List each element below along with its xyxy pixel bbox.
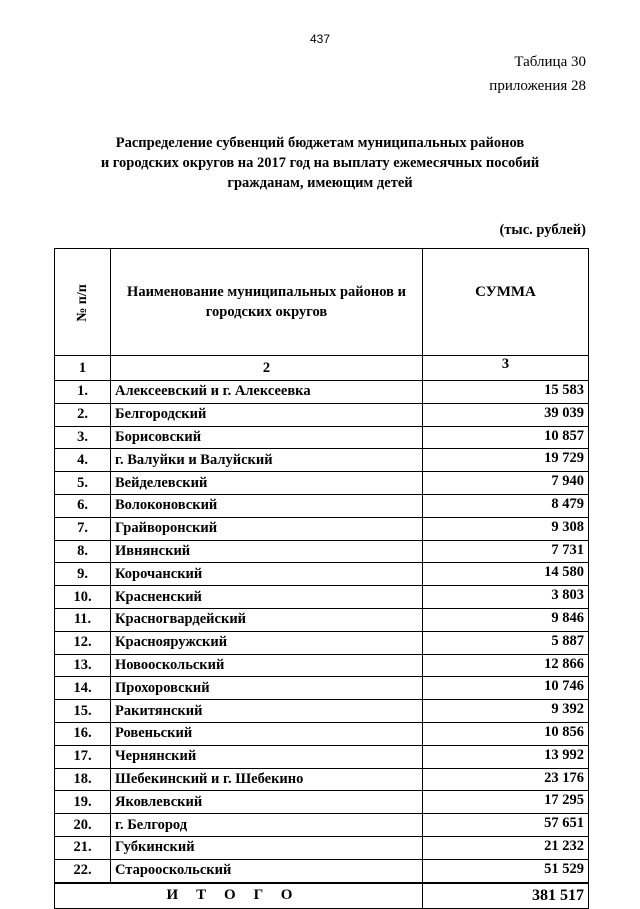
- row-number: 18.: [55, 768, 111, 791]
- header-name-cell: [111, 249, 423, 356]
- table-row: [55, 745, 589, 768]
- row-number: 20.: [55, 814, 111, 837]
- row-number: 1.: [55, 381, 111, 404]
- row-name: Белгородский: [111, 403, 423, 426]
- row-name: Грайворонский: [111, 517, 423, 540]
- row-name: Шебекинский и г. Шебекино: [111, 768, 423, 791]
- row-name: Прохоровский: [111, 677, 423, 700]
- row-name: Алексеевский и г. Алексеевка: [111, 381, 423, 404]
- row-number: 4.: [55, 449, 111, 472]
- row-sum: 9 392: [423, 700, 589, 723]
- title-line2: и городских округов на 2017 год на выплату ежемесячных пособий: [100, 155, 540, 171]
- row-number: 7.: [55, 517, 111, 540]
- row-sum: 10 857: [423, 426, 589, 449]
- column-index-3: 3: [423, 356, 589, 381]
- table-header-row: [55, 249, 589, 356]
- row-sum: 8 479: [423, 494, 589, 517]
- row-sum: 19 729: [423, 449, 589, 472]
- row-sum: 15 583: [423, 381, 589, 404]
- row-number: 15.: [55, 700, 111, 723]
- row-name: Красненский: [111, 586, 423, 609]
- row-sum: 7 940: [423, 472, 589, 495]
- total-sum: 381 517: [423, 883, 589, 909]
- table-row: [55, 859, 589, 882]
- row-number: 22.: [55, 859, 111, 882]
- row-name: Ровеньский: [111, 722, 423, 745]
- row-name: Краснояружский: [111, 631, 423, 654]
- row-number: 11.: [55, 608, 111, 631]
- row-sum: 7 731: [423, 540, 589, 563]
- page-number: 437: [309, 32, 331, 46]
- header-name-line1: Наименование муниципальных районов и: [127, 284, 406, 300]
- row-number: 3.: [55, 426, 111, 449]
- row-number: 5.: [55, 472, 111, 495]
- header-number-label: № п/п: [74, 283, 90, 322]
- row-name: Новооскольский: [111, 654, 423, 677]
- header-number-cell: [55, 249, 111, 356]
- table-row: [55, 631, 589, 654]
- column-index-1: 1: [55, 356, 111, 381]
- row-number: 21.: [55, 836, 111, 859]
- header-sum-cell: СУММА: [423, 249, 589, 356]
- total-row: [55, 883, 589, 909]
- row-sum: 5 887: [423, 631, 589, 654]
- row-name: Чернянский: [111, 745, 423, 768]
- row-number: 17.: [55, 745, 111, 768]
- column-index-2: 2: [111, 356, 423, 381]
- row-number: 19.: [55, 791, 111, 814]
- table-row: [55, 563, 589, 586]
- table-reference: [489, 50, 586, 98]
- row-sum: 14 580: [423, 563, 589, 586]
- row-number: 13.: [55, 654, 111, 677]
- row-number: 12.: [55, 631, 111, 654]
- table-row: [55, 768, 589, 791]
- row-sum: 21 232: [423, 836, 589, 859]
- row-sum: 23 176: [423, 768, 589, 791]
- row-number: 2.: [55, 403, 111, 426]
- table-row: [55, 403, 589, 426]
- table-row: [55, 791, 589, 814]
- row-name: Красногвардейский: [111, 608, 423, 631]
- table-row: [55, 517, 589, 540]
- title-line1: Распределение субвенций бюджетам муниципальных районов: [115, 135, 525, 151]
- table-row: [55, 472, 589, 495]
- table-row: [55, 814, 589, 837]
- table-row: [55, 722, 589, 745]
- row-sum: 9 308: [423, 517, 589, 540]
- row-sum: 57 651: [423, 814, 589, 837]
- row-name: Ивнянский: [111, 540, 423, 563]
- title-line3: гражданам, имеющим детей: [227, 175, 413, 191]
- row-sum: 39 039: [423, 403, 589, 426]
- table-row: [55, 494, 589, 517]
- header-name-line2: городских округов: [205, 304, 328, 320]
- table-row: [55, 700, 589, 723]
- subsidy-table: [54, 248, 589, 909]
- table-row: [55, 426, 589, 449]
- table-row: [55, 654, 589, 677]
- row-name: г. Белгород: [111, 814, 423, 837]
- total-label: ИТОГО: [55, 883, 423, 909]
- column-index-row: [55, 356, 589, 381]
- row-name: Ракитянский: [111, 700, 423, 723]
- table-row: [55, 540, 589, 563]
- table-row: [55, 836, 589, 859]
- row-sum: 17 295: [423, 791, 589, 814]
- row-number: 14.: [55, 677, 111, 700]
- row-sum: 10 856: [423, 722, 589, 745]
- row-number: 10.: [55, 586, 111, 609]
- document-title: [70, 133, 570, 193]
- row-sum: 51 529: [423, 859, 589, 882]
- row-sum: 3 803: [423, 586, 589, 609]
- row-name: г. Валуйки и Валуйский: [111, 449, 423, 472]
- row-name: Яковлевский: [111, 791, 423, 814]
- row-number: 9.: [55, 563, 111, 586]
- table-row: [55, 449, 589, 472]
- row-sum: 12 866: [423, 654, 589, 677]
- table-row: [55, 677, 589, 700]
- table-ref-line1: Таблица 30: [514, 54, 586, 70]
- table-ref-line2: приложения 28: [489, 78, 586, 94]
- row-name: Волоконовский: [111, 494, 423, 517]
- row-number: 6.: [55, 494, 111, 517]
- table-row: [55, 608, 589, 631]
- row-sum: 10 746: [423, 677, 589, 700]
- row-name: Корочанский: [111, 563, 423, 586]
- row-sum: 9 846: [423, 608, 589, 631]
- row-name: Старооскольский: [111, 859, 423, 882]
- row-number: 8.: [55, 540, 111, 563]
- row-number: 16.: [55, 722, 111, 745]
- row-name: Борисовский: [111, 426, 423, 449]
- row-sum: 13 992: [423, 745, 589, 768]
- row-name: Вейделевский: [111, 472, 423, 495]
- table-row: [55, 586, 589, 609]
- table-row: [55, 381, 589, 404]
- row-name: Губкинский: [111, 836, 423, 859]
- units-label: (тыс. рублей): [499, 222, 586, 238]
